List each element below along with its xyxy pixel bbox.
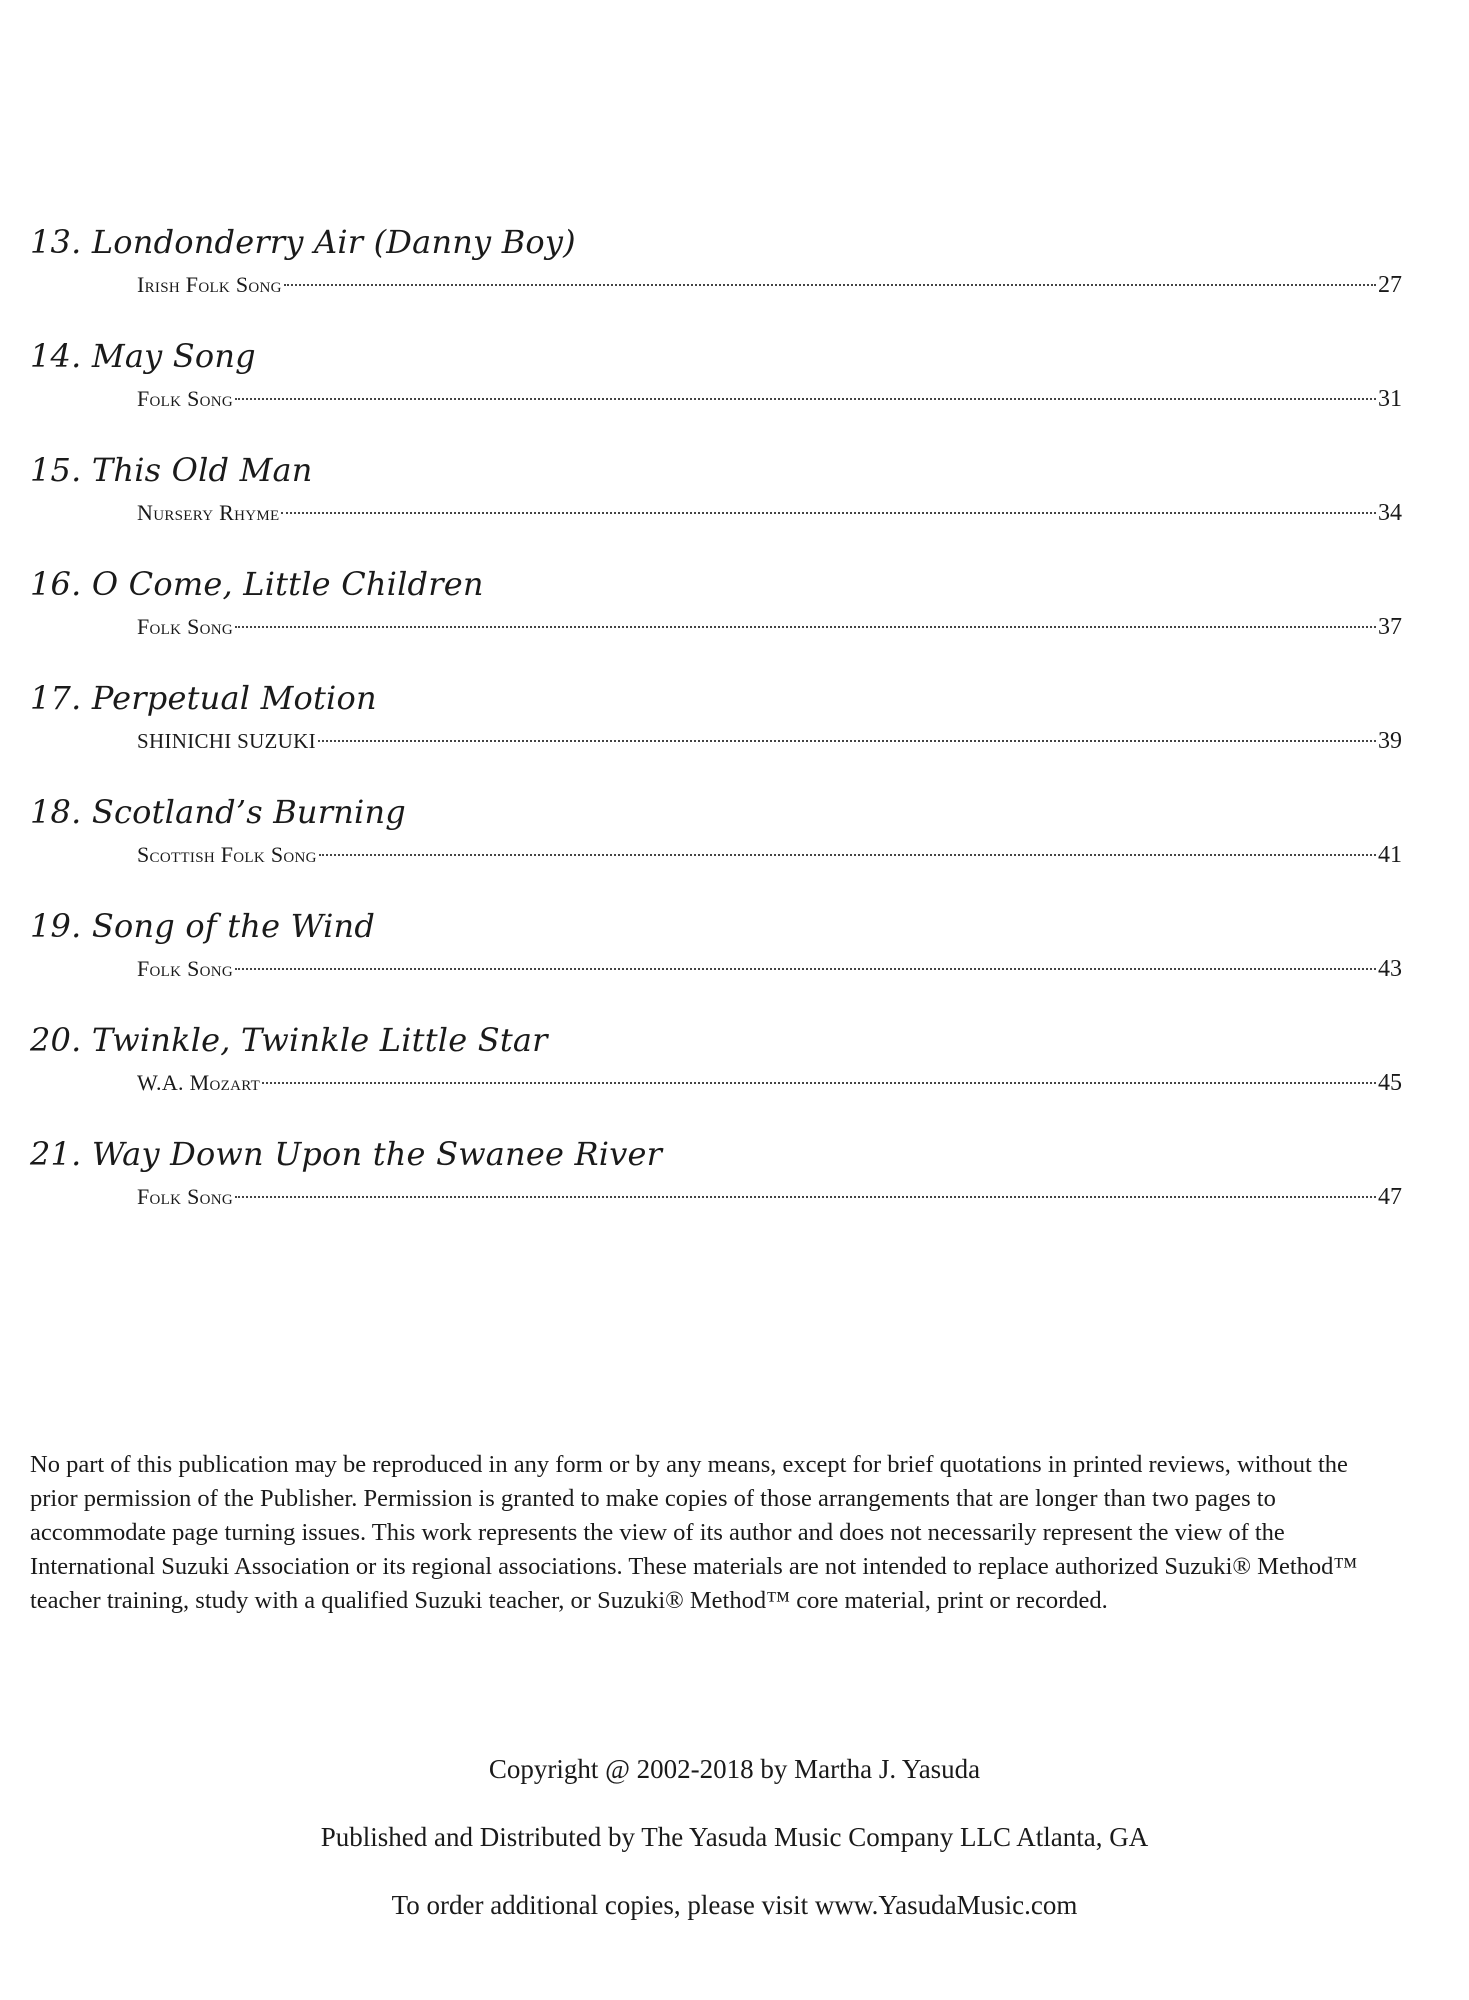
page-number: 47 (1378, 1184, 1402, 1210)
dot-leader (262, 1082, 1376, 1084)
composer: Nursery Rhyme (137, 500, 280, 525)
toc-entry-line (137, 838, 1402, 872)
dot-leader (235, 1196, 1376, 1198)
toc-entry (0, 450, 1469, 564)
toc-entry-line (137, 496, 1402, 530)
dot-leader (235, 968, 1376, 970)
toc-entry (0, 222, 1469, 336)
dot-leader (319, 854, 1376, 856)
toc-entry (0, 1020, 1469, 1134)
page-number: 37 (1378, 614, 1402, 640)
song-title: 17. Perpetual Motion (30, 679, 377, 717)
toc-entry-line (137, 1066, 1402, 1100)
toc-entry (0, 906, 1469, 1020)
publisher-line: Published and Distributed by The Yasuda Music Company LLC Atlanta, GA (320, 1822, 1149, 1852)
page-number: 27 (1378, 272, 1402, 298)
toc-entry-line (137, 1180, 1402, 1214)
composer: SHINICHI SUZUKI (137, 729, 316, 753)
composer: Scottish Folk Song (137, 842, 317, 867)
toc-entry-line (137, 268, 1402, 302)
page-number: 39 (1378, 728, 1402, 754)
order-info-line: To order additional copies, please visit www.YasudaMusic.com (391, 1890, 1078, 1920)
dot-leader (235, 398, 1376, 400)
page-number: 43 (1378, 956, 1402, 982)
song-title: 14. May Song (30, 337, 256, 375)
song-title: 18. Scotland’s Burning (30, 793, 406, 831)
composer: Folk Song (137, 1184, 233, 1209)
dot-leader (284, 284, 1376, 286)
dot-leader (235, 626, 1376, 628)
song-title: 21. Way Down Upon the Swanee River (30, 1135, 663, 1173)
dot-leader (318, 740, 1376, 742)
song-title: 13. Londonderry Air (Danny Boy) (30, 223, 576, 261)
copyright-line: Copyright @ 2002-2018 by Martha J. Yasuda (488, 1754, 981, 1784)
song-title: 15. This Old Man (30, 451, 313, 489)
dot-leader (281, 512, 1376, 514)
toc-entry-line (137, 610, 1402, 644)
toc-entry-line (137, 952, 1402, 986)
toc-entry (0, 564, 1469, 678)
composer: Irish Folk Song (137, 272, 282, 297)
page-number: 34 (1378, 500, 1402, 526)
toc-entry (0, 336, 1469, 450)
song-title: 19. Song of the Wind (30, 907, 376, 945)
composer: W.A. Mozart (137, 1070, 261, 1095)
copyright-notice: No part of this publication may be reproduced in any form or by any means, except for brief quotations in printed reviews, without the prior permission of the Publisher. Permission is granted to make copies of those arrangements that are longer than two pages to accommodate page turning issues. This work represents the view of its author and does not necessarily represent the view of the International Suzuki Association or its regional associations. These materials are not intended to replace authorized Suzuki® Method™ teacher training, study with a qualified Suzuki teacher, or Suzuki® Method™ core material, print or recorded. (30, 1451, 1358, 1614)
page-number: 45 (1378, 1070, 1402, 1096)
page-number: 41 (1378, 842, 1402, 868)
page-number: 31 (1378, 386, 1402, 412)
toc-entry (0, 678, 1469, 792)
toc-entry (0, 1134, 1469, 1248)
toc-entry-line (137, 724, 1402, 758)
composer: Folk Song (137, 386, 233, 411)
composer: Folk Song (137, 956, 233, 981)
song-title: 20. Twinkle, Twinkle Little Star (30, 1021, 548, 1059)
composer: Folk Song (137, 614, 233, 639)
toc-entry-line (137, 382, 1402, 416)
toc-entry (0, 792, 1469, 906)
song-title: 16. O Come, Little Children (30, 565, 484, 603)
